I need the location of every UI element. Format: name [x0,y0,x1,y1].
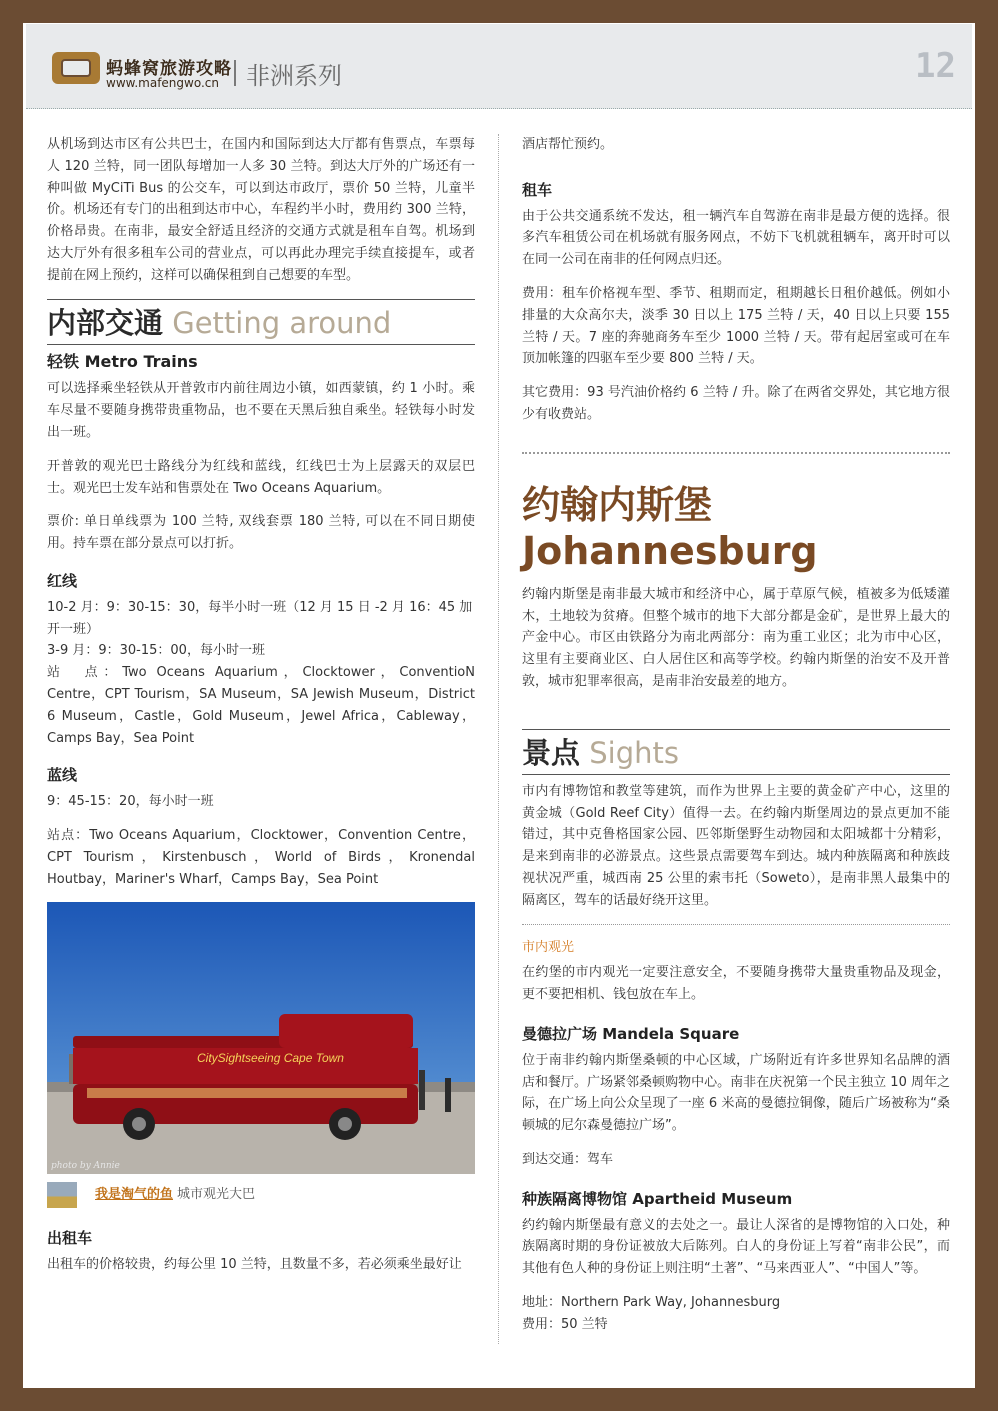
section-title-sights [522,729,950,775]
apartheid-address: 地址：Northern Park Way, Johannesburg [522,1294,781,1310]
right-column [522,134,950,1335]
header-divider [234,60,236,86]
column-divider [498,134,499,1344]
photo-watermark: photo by Annie [51,1161,120,1172]
red-line-schedule-1: 10-2 月：9：30-15：30，每半小时一班（12 月 15 日 -2 月 16：45 加开一班） [47,599,473,637]
ticket-text: 票价: 单日单线票为 100 兰特, 双线套票 180 兰特, 可以在不同日期使用。持车票在部分景点可以打折。 [47,514,475,552]
airport-intro: 从机场到达市区有公共巴士，在国内和国际到达大厅都有售票点，车票每人 120 兰特，同一团队每增加一人多 30 兰特。到达大厅外的广场还有一种叫做 MyCiTi Bus 的公交车，可以到达市政厅，票价 50 兰特，儿童半价。机场还有专门的出租到达市中心，车程约半小时，费用约 300 兰特，价格昂贵。在南非，最安全舒适且经济的交通方式就是租车自驾。机场到达大厅外有很多租车公司的营业点，可以再此办理完手续直接提车，或者提前在网上预约，这样可以确保租到自己想要的车型。 [47,137,475,283]
sights-title-en: Sights [589,735,679,770]
city-text: 约翰内斯堡是南非最大城市和经济中心，属于草原气候，植被多为低矮灌木，土地较为贫瘠。但整个城市的地下大部分都是金矿，是世界上最大的产金中心。市区由铁路分为南北两部分：南为重工业区；北为市中心区，这里有主要商业区、白人居住区和高等学校。约翰内斯堡的治安不及开普敦，城市犯罪率很高，是南非治安最差的地方。 [522,586,950,689]
mandela-text: 位于南非约翰内斯堡桑顿的中心区域，广场附近有许多世界知名品牌的酒店和餐厅。广场紧邻桑顿购物中心。南非在庆祝第一个民主独立 10 周年之际，在广场上向公众呈现了一座 6 米高的曼德拉铜像，随后广场被称为“桑顿城的尼尔森曼德拉广场”。 [522,1052,950,1134]
city-tour-heading: 市内观光 [522,939,575,955]
apartheid-heading: 种族隔离博物馆 Apartheid Museum [522,1189,793,1208]
section-divider [522,452,950,454]
rent-text-2: 费用：租车价格视车型、季节、租期而定，租期越长日租价越低。例如小排量的大众高尔夫，淡季 30 日以上 175 兰特 / 天，40 日以上只要 155 兰特 / 天。7 座的奔驰商务车至少 1000 兰特 / 天。带有起居室或可在车顶加帐篷的四驱车至少要 800 兰特 / 天。 [522,285,950,367]
bus-text: 开普敦的观光巴士路线分为红线和蓝线，红线巴士为上层露天的双层巴士。观光巴士发车站和售票处在 Two Oceans Aquarium。 [47,458,475,496]
city-title: 约翰内斯堡 Johannesburg [522,482,818,573]
brand-name: 蚂蜂窝旅游攻略 [106,59,232,79]
apartheid-fee: 费用：50 兰特 [522,1316,608,1332]
sights-divider [522,924,950,925]
rent-heading: 租车 [522,180,553,199]
sights-text: 市内有博物馆和教堂等建筑，而作为世界上主要的黄金矿产中心，这里的黄金城（Gold Reef City）值得一去。在约翰内斯堡周边的景点更加不能错过，其中克鲁格国家公园、匹邻斯堡野生动物园和太阳城都十分精彩，是来到南非的必游景点。这些景点需要驾车到达。城内种族隔离和种族歧视状况严重，城西南 25 公里的索韦托（Soweto），是南非黑人最集中的隔离区，驾车的话最好绕开这里。 [522,783,950,908]
photo-caption [47,1182,475,1208]
mandela-transport: 到达交通：驾车 [522,1151,614,1167]
user-avatar [47,1182,77,1208]
taxi-text: 出租车的价格较贵，约每公里 10 兰特，且数量不多，若必须乘坐最好让 [47,1257,462,1273]
section-title-zh: 内部交通 [47,305,164,340]
blue-line-schedule: 9：45-15：20，每小时一班 [47,794,214,810]
red-line-heading: 红线 [47,571,78,590]
taxi-text-continued: 酒店帮忙预约。 [522,137,614,152]
bus-photo-illustration [47,902,475,1174]
blue-line-stops: 站点：Two Oceans Aquarium，Clocktower，Convention Centre，CPT Tourism，Kirstenbusch，World of Birds，Kronendal Houtbay，Mariner's Wharf，Camps Bay，Sea Point [47,827,475,887]
bus-sign: CitySightseeing Cape Town [197,1051,344,1066]
mafengwo-logo-icon [52,52,100,84]
city-bus-photo [47,902,475,1174]
sights-title-zh: 景点 [522,735,581,770]
caption-text: 城市观光大巴 [177,1187,256,1203]
rent-text-3: 其它费用：93 号汽油价格约 6 兰特 / 升。除了在两省交界处，其它地方很少有收费站。 [522,385,950,422]
left-column [47,134,475,1276]
section-title-en: Getting around [172,305,392,340]
taxi-heading: 出租车 [47,1229,93,1248]
rent-text-1: 由于公共交通系统不发达，租一辆汽车自驾游在南非是最方便的选择。很多汽车租赁公司在机场就有服务网点，不妨下飞机就租辆车，离开时可以在同一公司在南非的任何网点归还。 [522,208,950,268]
caption-user-link[interactable]: 我是淘气的鱼 [95,1187,174,1203]
section-title-getting-around [47,299,475,345]
brand-url: www.mafengwo.cn [106,76,219,90]
red-line-stops: 站 点：Two Oceans Aquarium，Clocktower，ConventioN Centre，CPT Tourism，SA Museum，SA Jewish Museum，District 6 Museum，Castle，Gold Museum，Jewel Africa，Cableway，Camps Bay，Sea Point [47,665,475,746]
apartheid-text: 约约翰内斯堡最有意义的去处之一。最让人深省的是博物馆的入口处，种族隔离时期的身份证被放大后陈列。白人的身份证上写着“南非公民”，而其他有色人种的身份证上则注明“土著”、“马来西亚人”、“中国人”等。 [522,1217,950,1277]
metro-heading: 轻铁 Metro Trains [47,351,198,371]
metro-text: 可以选择乘坐轻铁从开普敦市内前往周边小镇，如西蒙镇，约 1 小时。乘车尽量不要随身携带贵重物品，也不要在天黑后独自乘坐。轻铁每小时发出一班。 [47,381,475,440]
red-line-schedule-2: 3-9 月：9：30-15：00，每小时一班 [47,643,265,659]
page-number: 12 [915,46,956,86]
series-title: 非洲系列 [246,62,342,90]
mandela-heading: 曼德拉广场 Mandela Square [522,1024,740,1043]
blue-line-heading: 蓝线 [47,766,78,785]
page-header [26,24,972,109]
city-tour-text: 在约堡的市内观光一定要注意安全，不要随身携带大量贵重物品及现金，更不要把相机、钱包放在车上。 [522,965,950,1003]
